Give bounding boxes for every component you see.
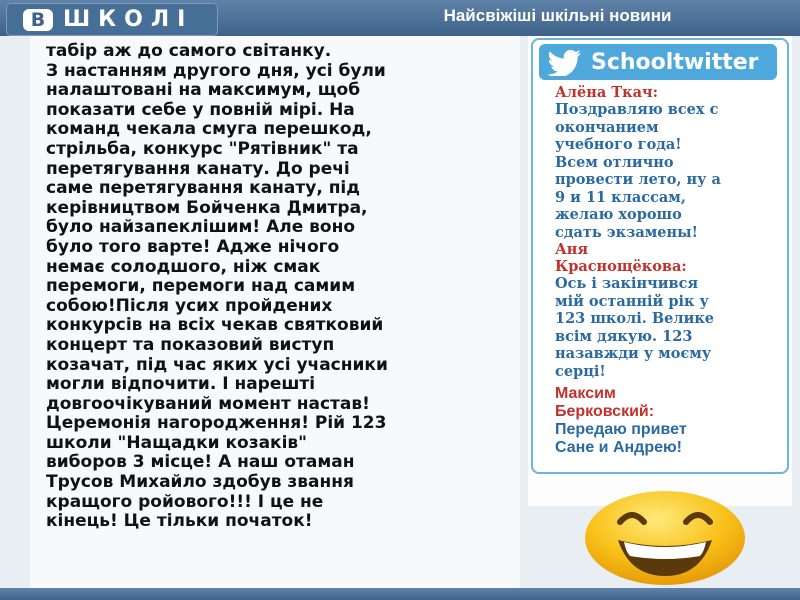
tweet-author: Максим Берковский: — [555, 385, 655, 420]
logo-text: ШКОЛІ — [63, 7, 194, 32]
tweet-item — [555, 241, 775, 380]
twitter-title: Schooltwitter — [591, 49, 759, 75]
tweet-author: Аня Краснощёкова: — [555, 241, 687, 275]
tweet-text: Ось і закінчився мій останній рік у 123 школі. Велике всім дякую. 123 назавжди у моєму серці! — [555, 275, 715, 380]
tweet-author: Алёна Ткач: — [555, 84, 658, 101]
smiley-face-icon — [580, 486, 750, 586]
site-logo[interactable] — [6, 3, 218, 36]
page-title: Найсвіжіші шкільні новини — [443, 6, 672, 25]
tweet-item — [555, 84, 775, 241]
logo-badge: В — [23, 9, 53, 31]
article-text: табір аж до самого світанку. З настанням другого дня, усі були налаштовані на максимум, щоб показати себе у повній мірі. На команд чекала смуга перешкод, стрільба, конкурс "Рятівник" та перетягування канату. До речі саме перетягування канату, під керівництвом Бойченка Дмитра, було найзапеклішим! Але воно було того варте! Адже нічого немає солодшого, ніж смак перемоги, перемоги над самим собою!Після усих пройдених конкурсів на всіх чекав святковий концерт та показовий виступ козачат, під час яких усі учасники могли відпочити. І нарешті довгоочікуваний момент настав! Церемонія нагородження! Рій 123 школи "Нащадки козаків" виборов 3 місце! А наш отаман Трусов Михайло здобув звання кращого ройового!!! І це не кінець! Це тільки початок! — [46, 41, 388, 532]
twitter-widget — [531, 38, 789, 474]
twitter-header[interactable] — [539, 44, 777, 80]
tweet-text: Поздравляю всех с окончанием учебного года! Всем отлично провести лето, ну а 9 и 11 классам, желаю хорошо сдать экзамены! — [555, 101, 721, 241]
twitter-bird-icon — [545, 48, 585, 76]
tweet-text: Передаю привет Сане и Андрею! — [555, 421, 687, 456]
top-bar — [0, 0, 800, 36]
bottom-bar — [0, 588, 800, 600]
tweet-item — [555, 385, 775, 457]
